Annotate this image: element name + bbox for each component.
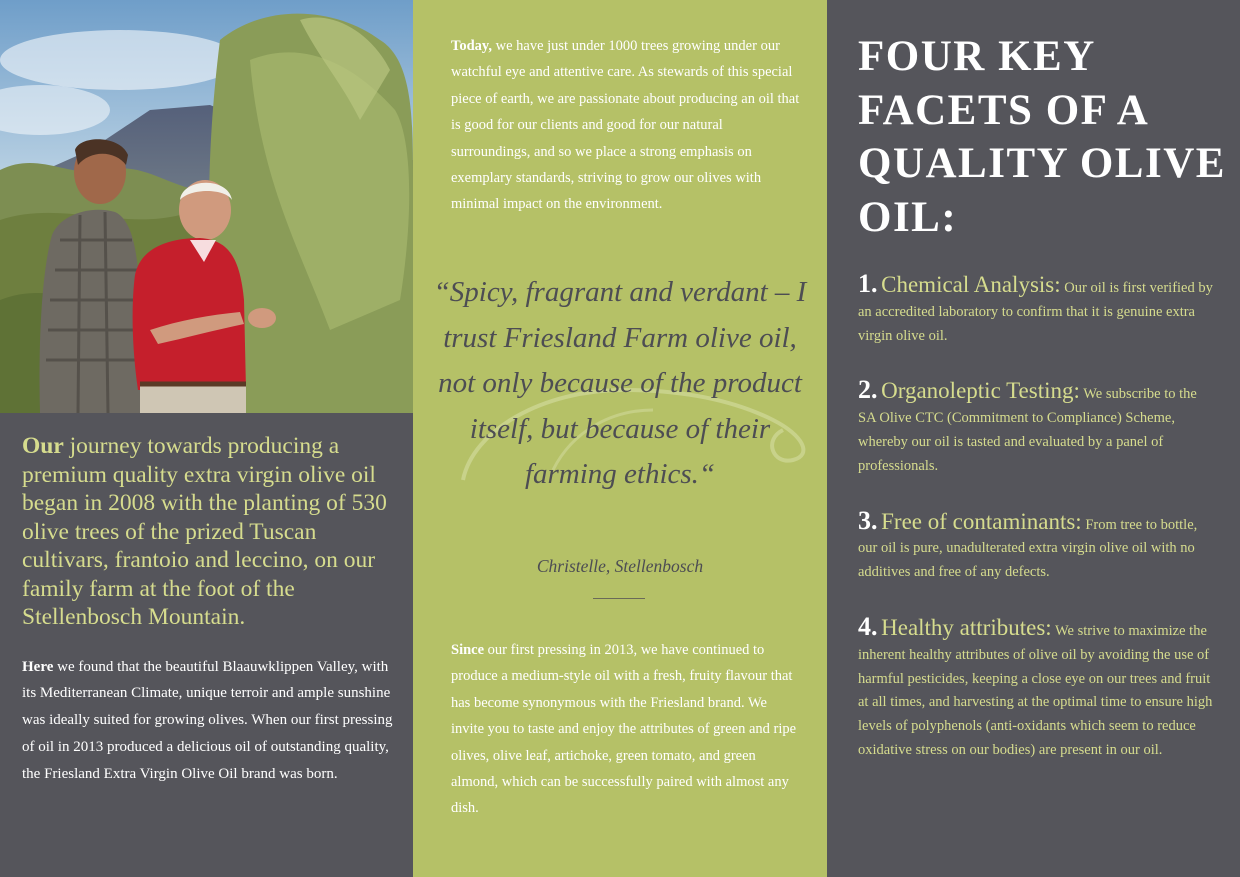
intro-text: journey towards producing a premium quality extra virgin olive oil began in 2008 with the planting of 530 olive trees of the prized Tuscan cultivars, frantoio and leccino, on our family farm at the foot of the Stellenbosch Mountain. bbox=[22, 433, 387, 630]
facet-title: Organoleptic Testing: bbox=[881, 378, 1080, 404]
facet-text: We strive to maximize the inherent healthy attributes of olive oil by avoiding the use of harmful pesticides, keeping a close eye on our trees and fruit at all times, and harvesting at the optimal time to ensure high levels of polyphenols (anti-oxidants which seem to reduce oxidative stress on our bodies) are present in our oil. bbox=[858, 622, 1213, 758]
since-lead: Since bbox=[451, 642, 485, 658]
history-text: we found that the beautiful Blaauwklippen Valley, with its Mediterranean Climate, unique terroir and ample sunshine was ideally suited for growing olives. When our first pressing of oil in 2013 produced a delicious oil of outstanding quality, the Friesland Extra Virgin Olive Oil brand was born. bbox=[22, 658, 393, 782]
right-panel bbox=[827, 0, 1240, 877]
testimonial-attribution: Christelle, Stellenbosch bbox=[536, 556, 704, 576]
facet-title: Chemical Analysis: bbox=[881, 272, 1061, 297]
facet-title: Healthy attributes: bbox=[881, 614, 1052, 640]
olive-grove-photo bbox=[0, 0, 413, 413]
history-paragraph bbox=[22, 654, 397, 788]
facet-item bbox=[858, 505, 1214, 585]
facets-list bbox=[858, 269, 1214, 793]
facet-item bbox=[858, 611, 1214, 763]
middle-panel bbox=[413, 0, 827, 877]
today-text: we have just under 1000 trees growing under our watchful eye and attentive care. As stewards of this special piece of earth, we are passionate about producing an oil that is good for our clients and good for our natural surroundings, and so we place a strong emphasis on exemplary standards, striving to grow our olives with minimal impact on the environment. bbox=[451, 38, 800, 213]
facets-heading: FOUR KEY FACETS OF A QUALITY OLIVE OIL: bbox=[858, 33, 1226, 241]
testimonial-quote: “Spicy, fragrant and verdant – I trust Friesland Farm olive oil, not only because of the product itself, but because of their farming ethics.“ bbox=[433, 276, 807, 491]
left-panel bbox=[0, 0, 413, 877]
divider-line bbox=[593, 598, 645, 599]
since-text: our first pressing in 2013, we have continued to produce a medium-style oil with a fresh, fruity flavour that has become synonymous with the Friesland brand. We invite you to taste and enjoy the attributes of green and ripe olives, olive leaf, artichoke, green tomato, and green almond, which can be successfully paired with almost any dish. bbox=[451, 642, 797, 817]
facet-text: Our oil is first verified by an accredited laboratory to confirm that it is genuine extra virgin olive oil. bbox=[858, 280, 1213, 344]
facet-item bbox=[858, 375, 1214, 478]
facet-title: Free of contaminants: bbox=[881, 508, 1082, 534]
facet-text: From tree to bottle, our oil is pure, unadulterated extra virgin olive oil with no additives and free of any defects. bbox=[858, 516, 1198, 581]
facet-number: 2. bbox=[858, 375, 878, 405]
intro-lead: Our bbox=[22, 433, 64, 459]
facet-number: 4. bbox=[858, 611, 878, 641]
facet-item bbox=[858, 269, 1214, 348]
history-lead: Here bbox=[22, 658, 54, 675]
facet-text: We subscribe to the SA Olive CTC (Commitment to Compliance) Scheme, whereby our oil is tasted and evaluated by a panel of professionals. bbox=[858, 386, 1197, 474]
intro-paragraph bbox=[22, 432, 397, 632]
today-paragraph bbox=[451, 33, 803, 218]
since-paragraph bbox=[451, 637, 803, 822]
facet-number: 1. bbox=[858, 269, 878, 298]
facet-number: 3. bbox=[858, 505, 878, 535]
today-lead: Today, bbox=[451, 38, 492, 54]
